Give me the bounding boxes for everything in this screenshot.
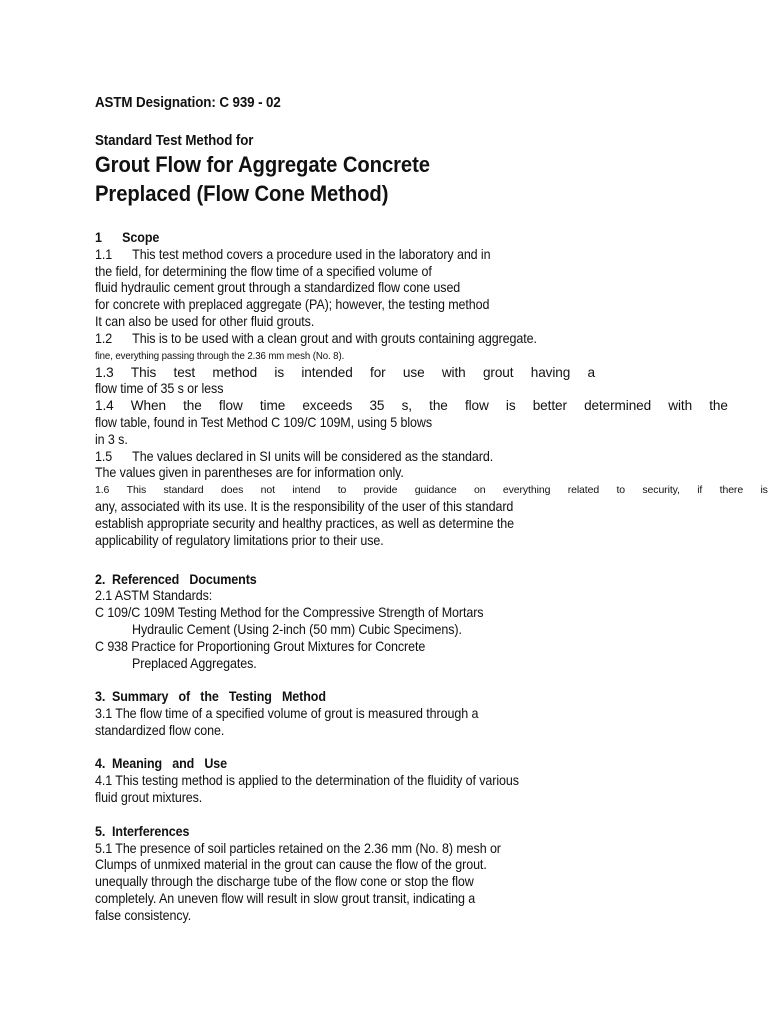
word: determined xyxy=(584,398,652,413)
designation: ASTM Designation: C 939 - 02 xyxy=(95,95,281,111)
word: related xyxy=(567,484,600,496)
scope-1-5-line: The values given in parentheses are for information only. xyxy=(95,465,404,480)
word: intend xyxy=(292,484,321,496)
referenced-line: 2.1 ASTM Standards: xyxy=(95,588,213,603)
scope-1-6-line: applicability of regulatory limitations prior to their use. xyxy=(95,533,384,548)
scope-1-4-line: in 3 s. xyxy=(95,432,128,447)
scope-1-2-line: 1.2 This is to be used with a clean grout and with grouts containing aggregate. xyxy=(95,331,537,346)
word: the xyxy=(183,398,202,413)
word: 1.6 xyxy=(95,484,110,496)
word: security, xyxy=(642,484,680,496)
scope-1-1-line: for concrete with preplaced aggregate (PA); however, the testing method xyxy=(95,297,490,312)
word: flow xyxy=(464,398,489,413)
word: guidance xyxy=(414,484,457,496)
word: use xyxy=(402,365,425,380)
word: a xyxy=(587,365,595,380)
word: time xyxy=(259,398,286,413)
page-title-line-1: Grout Flow for Aggregate Concrete xyxy=(95,152,430,177)
scope-1-1-line: the field, for determining the flow time of a specified volume of xyxy=(95,264,432,279)
word: This xyxy=(130,365,157,380)
word: if xyxy=(697,484,703,496)
page-title-line-2: Preplaced (Flow Cone Method) xyxy=(95,181,389,206)
meaning-heading: 4. Meaning and Use xyxy=(95,756,228,771)
interferences-line: unequally through the discharge tube of the flow cone or stop the flow xyxy=(95,874,474,889)
word: standard xyxy=(163,484,204,496)
word: When xyxy=(130,398,166,413)
scope-1-1-line: 1.1 This test method covers a procedure used in the laboratory and in xyxy=(95,247,491,262)
word: does xyxy=(220,484,244,496)
summary-line: standardized flow cone. xyxy=(95,723,225,738)
word: not xyxy=(260,484,275,496)
word: with xyxy=(668,398,693,413)
word: better xyxy=(532,398,567,413)
word: is xyxy=(274,365,285,380)
word: test xyxy=(173,365,196,380)
scope-1-4-line: flow table, found in Test Method C 109/C 109M, using 5 blows xyxy=(95,415,432,430)
scope-1-3-justified xyxy=(95,364,595,381)
word: everything xyxy=(502,484,551,496)
word: the xyxy=(709,398,728,413)
word: 35 xyxy=(369,398,385,413)
word: provide xyxy=(363,484,398,496)
referenced-line: Preplaced Aggregates. xyxy=(132,656,257,671)
word: intended xyxy=(301,365,353,380)
word: with xyxy=(441,365,466,380)
word: the xyxy=(429,398,448,413)
word: method xyxy=(212,365,258,380)
interferences-line: false consistency. xyxy=(95,908,192,923)
meaning-line: 4.1 This testing method is applied to the determination of the fluidity of various xyxy=(95,773,519,788)
interferences-line: Clumps of unmixed material in the grout can cause the flow of the grout. xyxy=(95,857,487,872)
word: to xyxy=(337,484,347,496)
word: there xyxy=(719,484,744,496)
referenced-heading: 2. Referenced Documents xyxy=(95,572,257,587)
scope-1-1-line: fluid hydraulic cement grout through a standardized flow cone used xyxy=(95,280,461,295)
scope-1-6-line: any, associated with its use. It is the responsibility of the user of this standard xyxy=(95,499,514,514)
word: s, xyxy=(401,398,412,413)
word: for xyxy=(370,365,386,380)
scope-1-5-line: 1.5 The values declared in SI units will be considered as the standard. xyxy=(95,449,494,464)
referenced-line: C 938 Practice for Proportioning Grout Mixtures for Concrete xyxy=(95,639,426,654)
scope-1-3-line: flow time of 35 s or less xyxy=(95,381,224,396)
word: flow xyxy=(218,398,243,413)
word: grout xyxy=(482,365,514,380)
word: to xyxy=(616,484,626,496)
word: 1.4 xyxy=(95,398,114,413)
word: is xyxy=(505,398,516,413)
scope-1-1-line: It can also be used for other fluid grouts. xyxy=(95,314,315,329)
referenced-line: Hydraulic Cement (Using 2-inch (50 mm) Cubic Specimens). xyxy=(132,622,462,637)
word: is xyxy=(760,484,768,496)
word: having xyxy=(530,365,571,380)
interferences-line: 5.1 The presence of soil particles retained on the 2.36 mm (No. 8) mesh or xyxy=(95,841,501,856)
scope-1-6-line: establish appropriate security and healthy practices, as well as determine the xyxy=(95,516,514,531)
meaning-line: fluid grout mixtures. xyxy=(95,790,203,805)
scope-1-4-justified xyxy=(95,397,728,414)
subtitle: Standard Test Method for xyxy=(95,133,254,149)
word: This xyxy=(126,484,147,496)
interferences-line: completely. An uneven flow will result in slow grout transit, indicating a xyxy=(95,891,476,906)
word: 1.3 xyxy=(95,365,114,380)
summary-line: 3.1 The flow time of a specified volume of grout is measured through a xyxy=(95,706,479,721)
word: exceeds xyxy=(302,398,353,413)
scope-1-6-justified xyxy=(95,482,768,499)
summary-heading: 3. Summary of the Testing Method xyxy=(95,689,326,704)
referenced-line: C 109/C 109M Testing Method for the Compressive Strength of Mortars xyxy=(95,605,484,620)
scope-1-2-footnote: fine, everything passing through the 2.36 mm mesh (No. 8). xyxy=(95,350,345,362)
word: on xyxy=(474,484,486,496)
scope-heading: 1 Scope xyxy=(95,230,160,245)
interferences-heading: 5. Interferences xyxy=(95,824,190,839)
